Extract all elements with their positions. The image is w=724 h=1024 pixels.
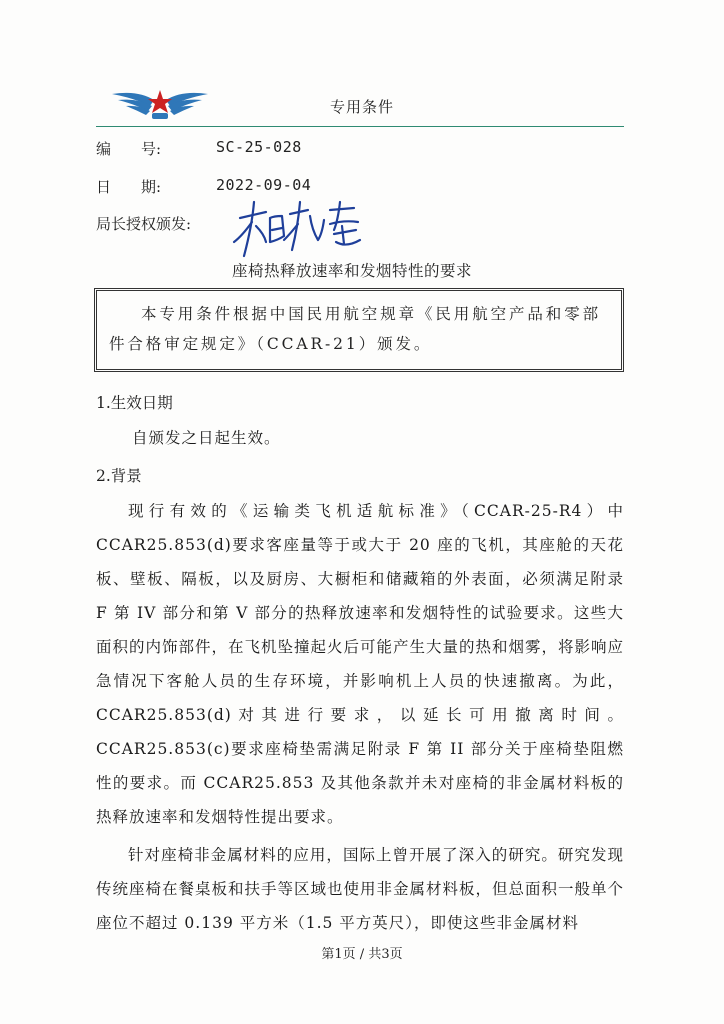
issuance-notice-text: 本专用条件根据中国民用航空规章《民用航空产品和零部件合格审定规定》（CCAR-21）颁发。 bbox=[109, 305, 602, 353]
section-paragraph: 自颁发之日起生效。 bbox=[132, 429, 281, 447]
date-label: 日 期: bbox=[96, 178, 162, 196]
header-divider bbox=[96, 126, 624, 127]
page-number: 第1页 / 共3页 bbox=[321, 947, 403, 962]
section-paragraph: 针对座椅非金属材料的应用，国际上曾开展了深入的研究。研究发现传统座椅在餐桌板和扶手等区域也使用非金属材料板，但总面积一般单个座位不超过 0.139 平方米（1.5 平方英尺），即使这些非金属材料 bbox=[96, 846, 625, 932]
section-heading: 2.背景 bbox=[96, 467, 142, 485]
document-title: 座椅热释放速率和发烟特性的要求 bbox=[232, 262, 473, 280]
date-value: 2022-09-04 bbox=[216, 176, 312, 194]
number-label: 编 号: bbox=[96, 140, 162, 158]
section-paragraph: 现行有效的《运输类飞机适航标准》（CCAR-25-R4）中 CCAR25.853(d)要求客座量等于或大于 20 座的飞机，其座舱的天花板、壁板、隔板，以及厨房、大橱柜和储藏箱的外表面，必须满足附录 F 第 IV 部分和第 V 部分的热释放速率和发烟特性的试验要求。这些大面积的内饰部件，在飞机坠撞起火后可能产生大量的热和烟雾，将影响应急情况下客舱人员的生存环境，并影响机上人员的快速撤离。为此，CCAR25.853(d)对其进行要求，以延长可用撤离时间。CCAR25.853(c)要求座椅垫需满足附录 F 第 II 部分关于座椅垫阻燃性的要求。而 CCAR25.853 及其他条款并未对座椅的非金属材料板的热释放速率和发烟特性提出要求。 bbox=[96, 502, 625, 826]
section-heading: 1.生效日期 bbox=[96, 394, 173, 412]
caac-wings-logo bbox=[108, 84, 212, 124]
number-value: SC-25-028 bbox=[216, 138, 302, 156]
issuance-notice-box bbox=[94, 288, 624, 372]
header-title: 专用条件 bbox=[330, 98, 395, 116]
authorization-label: 局长授权颁发: bbox=[96, 215, 192, 233]
handwritten-signature bbox=[226, 196, 366, 262]
